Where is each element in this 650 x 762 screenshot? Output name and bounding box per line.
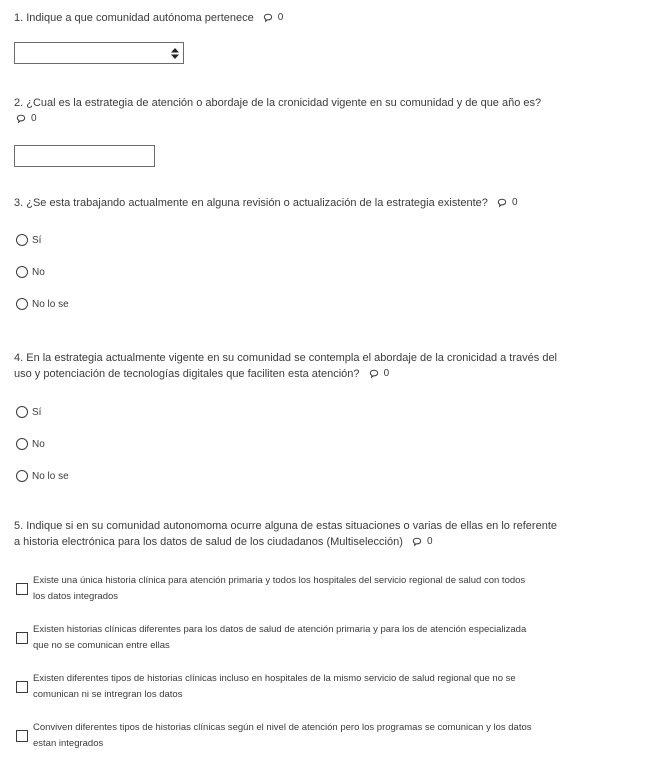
q4-option-no[interactable] bbox=[16, 438, 45, 450]
checkbox-label bbox=[33, 573, 636, 605]
checkbox-label bbox=[33, 720, 636, 752]
question-2-title: 2. ¿Cual es la estrategia de atención o abordaje de la cronicidad vigente en su comunidad y de que año es? bbox=[14, 97, 542, 109]
checkbox-label-line2: estan integrados bbox=[33, 738, 104, 749]
comment-bubble-icon bbox=[263, 13, 273, 23]
question-4-title-line2: uso y potenciación de tecnologías digitales que faciliten esta atención? bbox=[14, 368, 360, 380]
radio-button[interactable] bbox=[16, 298, 28, 310]
q3-option-si[interactable] bbox=[16, 234, 41, 246]
radio-button[interactable] bbox=[16, 470, 28, 482]
comment-bubble-icon bbox=[369, 369, 379, 379]
question-4-comments[interactable] bbox=[369, 366, 390, 382]
q4-option-si[interactable] bbox=[16, 406, 41, 418]
question-5-comment-count: 0 bbox=[426, 536, 433, 548]
question-5-comments[interactable] bbox=[412, 534, 433, 550]
q4-option-no-lo-se[interactable] bbox=[16, 470, 69, 482]
question-5 bbox=[14, 518, 638, 550]
q3-option-no[interactable] bbox=[16, 266, 45, 278]
question-5-title-line2: a historia electrónica para los datos de salud de los ciudadanos (Multiselección) bbox=[14, 536, 403, 548]
checkbox-label bbox=[33, 671, 636, 703]
question-3-title: 3. ¿Se esta trabajando actualmente en alguna revisión o actualización de la estrategia existente? bbox=[14, 197, 488, 209]
radio-label: No lo se bbox=[32, 298, 69, 310]
question-5-title-line1: 5. Indique si en su comunidad autonomoma ocurre alguna de estas situaciones o varias de ellas en lo referente bbox=[14, 520, 558, 532]
comment-bubble-icon bbox=[497, 198, 507, 208]
question-3 bbox=[14, 195, 638, 211]
checkbox-label-line2: comunican ni se intregran los datos bbox=[33, 689, 183, 700]
checkbox[interactable] bbox=[16, 730, 28, 742]
radio-button[interactable] bbox=[16, 438, 28, 450]
checkbox[interactable] bbox=[16, 681, 28, 693]
radio-label: No bbox=[32, 438, 45, 450]
checkbox[interactable] bbox=[16, 632, 28, 644]
question-2-comment-count: 0 bbox=[31, 113, 37, 125]
radio-button[interactable] bbox=[16, 406, 28, 418]
q5-option-2[interactable] bbox=[16, 622, 636, 654]
question-4-comment-count: 0 bbox=[383, 368, 390, 380]
checkbox-label-line1: Conviven diferentes tipos de historias clínicas según el nivel de atención pero los programas se comunican y los datos bbox=[33, 722, 532, 733]
radio-button[interactable] bbox=[16, 266, 28, 278]
question-2 bbox=[14, 95, 638, 127]
question-1-title: 1. Indique a que comunidad autónoma pertenece bbox=[14, 12, 254, 24]
q3-option-no-lo-se[interactable] bbox=[16, 298, 69, 310]
question-3-comments[interactable] bbox=[497, 195, 518, 211]
checkbox-label-line1: Existe una única historia clínica para atención primaria y todos los hospitales del servicio regional de salud con todos bbox=[33, 575, 526, 586]
q5-option-3[interactable] bbox=[16, 671, 636, 703]
comment-bubble-icon bbox=[16, 114, 26, 124]
question-1-comments[interactable] bbox=[263, 10, 284, 26]
checkbox[interactable] bbox=[16, 583, 28, 595]
checkbox-label-line1: Existen diferentes tipos de historias clínicas incluso en hospitales de la mismo servicio de salud regional que no se bbox=[33, 673, 516, 684]
community-select[interactable] bbox=[14, 42, 184, 64]
up-down-arrows-icon bbox=[171, 48, 179, 59]
radio-label: Sí bbox=[32, 406, 42, 418]
strategy-text-input[interactable] bbox=[14, 145, 155, 167]
question-1-comment-count: 0 bbox=[277, 12, 284, 24]
q5-option-1[interactable] bbox=[16, 573, 636, 605]
radio-button[interactable] bbox=[16, 234, 28, 246]
checkbox-label bbox=[33, 622, 636, 654]
question-1 bbox=[14, 10, 638, 26]
question-4 bbox=[14, 350, 638, 382]
question-3-comment-count: 0 bbox=[511, 197, 518, 209]
comment-bubble-icon bbox=[412, 537, 422, 547]
question-2-comments[interactable] bbox=[16, 111, 37, 127]
radio-label: No bbox=[32, 266, 45, 278]
checkbox-label-line1: Existen historias clínicas diferentes para los datos de salud de atención primaria y para los de atención especializada bbox=[33, 624, 527, 635]
checkbox-label-line2: que no se comunican entre ellas bbox=[33, 640, 170, 651]
question-4-title-line1: 4. En la estrategia actualmente vigente en su comunidad se contempla el abordaje de la cronicidad a través del bbox=[14, 352, 558, 364]
checkbox-label-line2: los datos integrados bbox=[33, 591, 119, 602]
radio-label: No lo se bbox=[32, 470, 69, 482]
q5-option-4[interactable] bbox=[16, 720, 636, 752]
radio-label: Sí bbox=[32, 234, 42, 246]
